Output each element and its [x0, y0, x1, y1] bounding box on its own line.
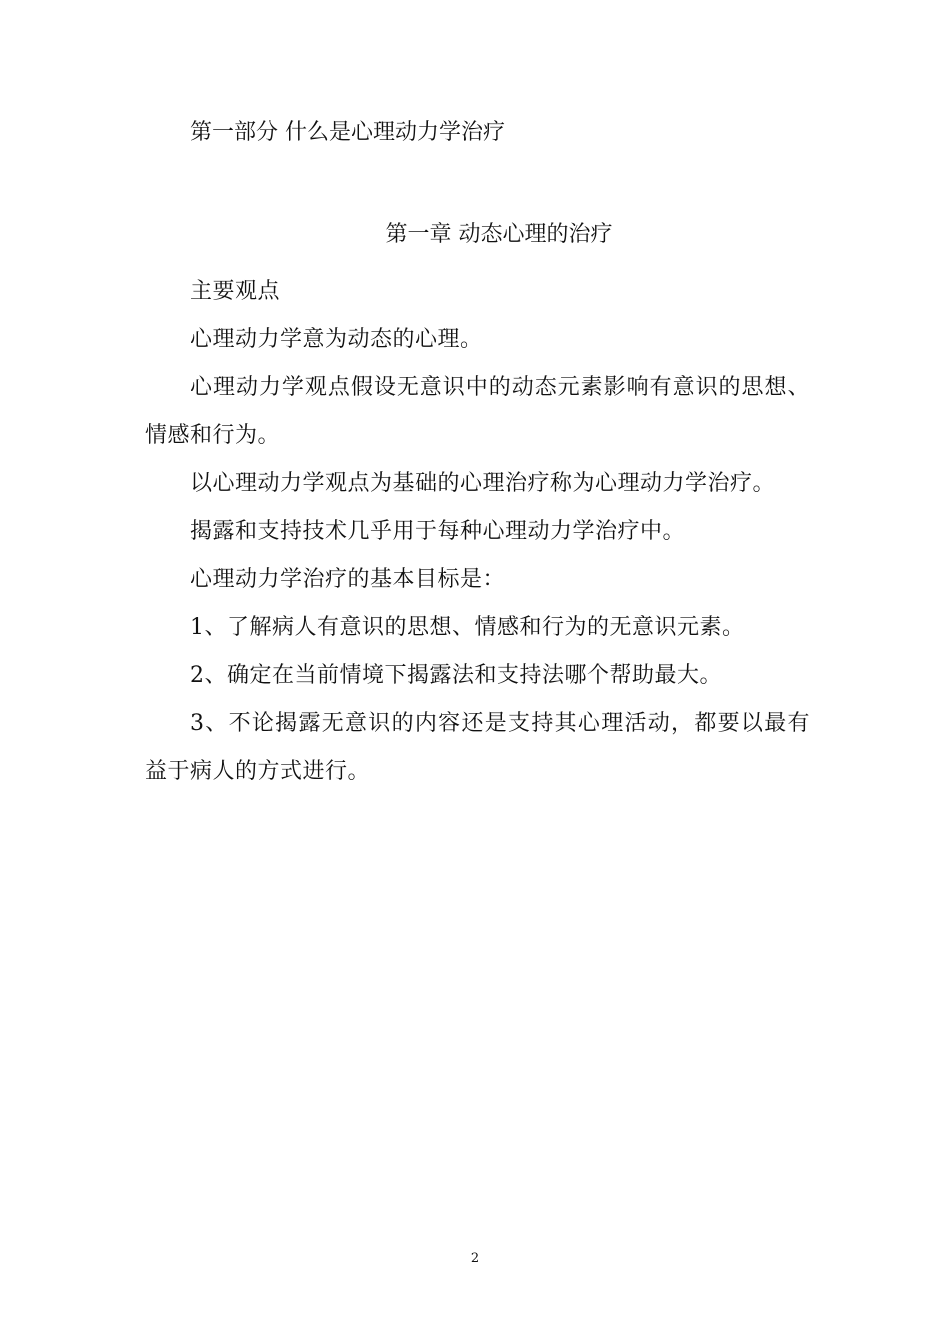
- page-number: 2: [470, 1251, 480, 1266]
- chapter-title: 第一章 动态心理的治疗: [385, 222, 613, 247]
- list-item: 2、确定在当前情境下揭露法和支持法哪个帮助最大。: [190, 663, 722, 688]
- paragraph: 心理动力学意为动态的心理。: [190, 327, 483, 352]
- paragraph: 以心理动力学观点为基础的心理治疗称为心理动力学治疗。: [190, 471, 776, 496]
- paragraph: 心理动力学治疗的基本目标是：: [190, 567, 506, 592]
- section-heading: 主要观点: [190, 279, 281, 304]
- paragraph: 揭露和支持技术几乎用于每种心理动力学治疗中。: [190, 519, 686, 544]
- paragraph: 心理动力学观点假设无意识中的动态元素影响有意识的思想、情感和行为。: [145, 375, 810, 448]
- part-title: 第一部分 什么是心理动力学治疗: [190, 120, 505, 145]
- body-text: [145, 268, 810, 796]
- list-item: 1、了解病人有意识的思想、情感和行为的无意识元素。: [190, 615, 745, 640]
- list-item: 3、不论揭露无意识的内容还是支持其心理活动，都要以最有益于病人的方式进行。: [145, 711, 810, 784]
